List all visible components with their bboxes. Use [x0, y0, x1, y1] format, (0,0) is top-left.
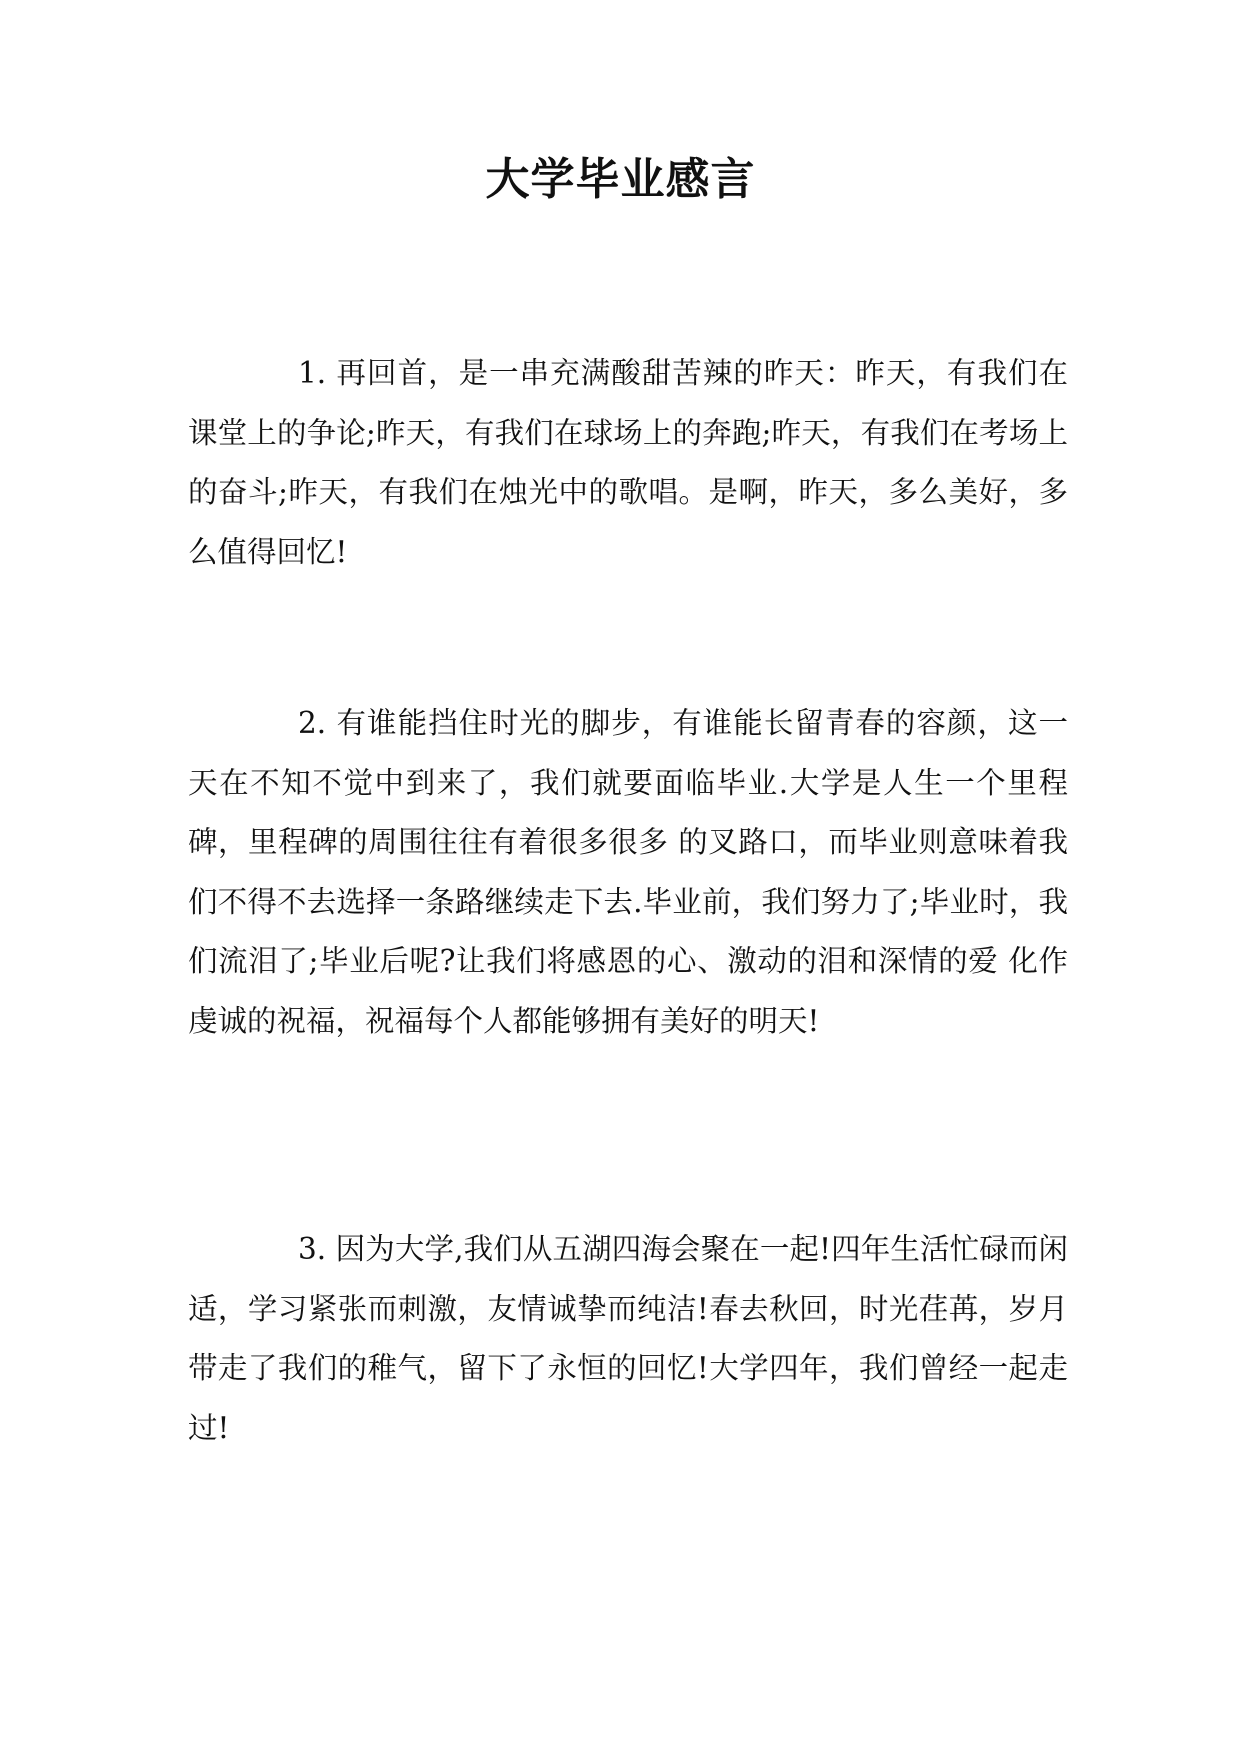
paragraph-1: 1. 再回首，是一串充满酸甜苦辣的昨天：昨天，有我们在课堂上的争论;昨天，有我们在球场上的奔跑;昨天，有我们在考场上的奋斗;昨天，有我们在烛光中的歌唱。是啊，昨天，多么美好，多么值得回忆! [188, 356, 1068, 569]
paragraph-3: 3. 因为大学,我们从五湖四海会聚在一起!四年生活忙碌而闲适，学习紧张而刺激，友情诚挚而纯洁!春去秋回，时光荏苒，岁月带走了我们的稚气，留下了永恒的回忆!大学四年，我们曾经一起走过! [188, 1232, 1068, 1445]
paragraph-2: 2. 有谁能挡住时光的脚步，有谁能长留青春的容颜，这一天在不知不觉中到来了，我们就要面临毕业.大学是人生一个里程碑，里程碑的周围往往有着很多很多 的叉路口，而毕业则意味着我们不得不去选择一条路继续走下去.毕业前，我们努力了;毕业时，我们流泪了;毕业后呢?让我们将感恩的心、激动的泪和深情的爱 化作虔诚的祝福，祝福每个人都能够拥有美好的明天! [188, 706, 1068, 1038]
document-title: 大学毕业感言 [485, 154, 756, 205]
